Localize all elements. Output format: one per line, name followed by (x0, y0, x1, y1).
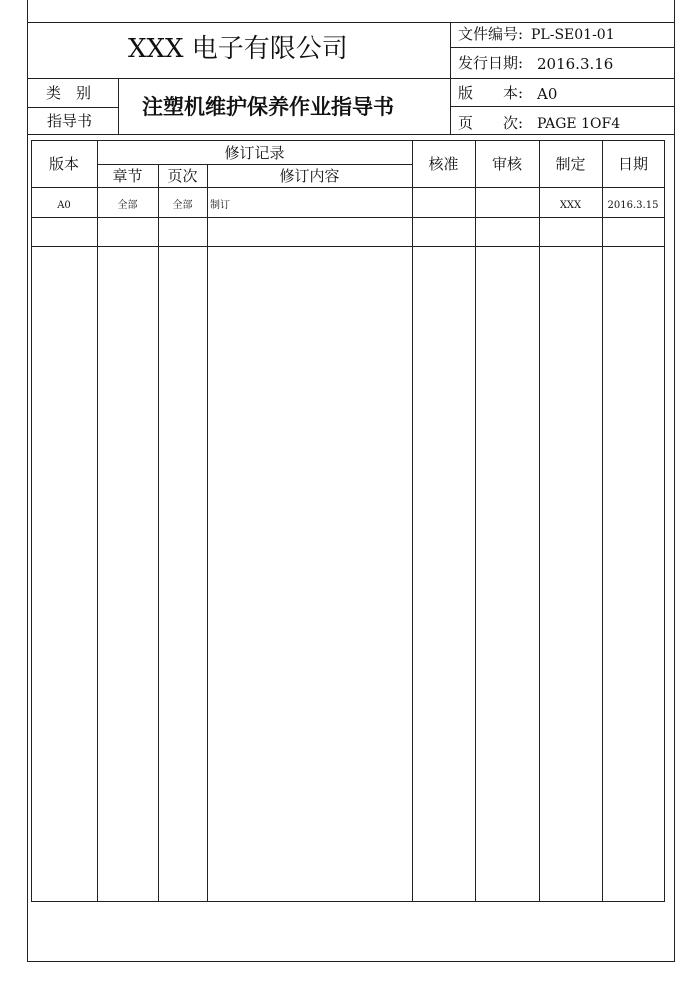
version-label: 版 本: (458, 84, 524, 102)
cell-version: A0 (57, 200, 71, 211)
col-divider-page (207, 164, 208, 902)
col-divider-chapter (158, 164, 159, 902)
company-name: XXX 电子有限公司 (128, 34, 348, 64)
header-line-mid-left (27, 107, 119, 108)
header-line-4 (451, 106, 675, 107)
header-revision-record: 修订记录 (224, 144, 285, 162)
header-approve: 核准 (428, 155, 459, 173)
cell-page: 全部 (172, 200, 193, 211)
issue-date-value: 2016.3.16 (537, 55, 614, 73)
cell-date: 2016.3.15 (607, 200, 659, 211)
header-bottom-line (27, 134, 675, 135)
col-divider-version (97, 140, 98, 902)
cell-chapter: 全部 (117, 200, 138, 211)
table-subheader-line (97, 164, 413, 165)
doc-number-value: PL-SE01-01 (531, 27, 615, 43)
page-label: 页 次: (458, 114, 524, 132)
document-title: 注塑机维护保养作业指导书 (142, 94, 394, 119)
frame-left-line (27, 0, 28, 962)
col-divider-prepare (602, 140, 603, 902)
page-value: PAGE 1OF4 (537, 116, 621, 132)
header-divider-left (118, 78, 119, 135)
header-chapter: 章节 (112, 167, 143, 185)
table-bottom-line (31, 901, 665, 902)
header-line-3 (27, 78, 675, 79)
header-date: 日期 (617, 155, 648, 173)
doc-number-label: 文件编号: (458, 25, 524, 43)
category-value: 指导书 (47, 112, 93, 130)
col-divider-content (412, 140, 413, 902)
frame-right-line (674, 0, 675, 962)
table-header-bottom-line (31, 187, 665, 188)
category-label: 类 别 (46, 84, 92, 102)
col-divider-review (539, 140, 540, 902)
header-version: 版本 (48, 155, 79, 173)
header-divider-right (450, 22, 451, 135)
frame-bottom-line (27, 961, 675, 962)
header-line-2 (451, 47, 675, 48)
table-row1-bottom-line (31, 217, 665, 218)
col-divider-approve (475, 140, 476, 902)
cell-prepare: XXX (559, 200, 582, 211)
cell-content: 制订 (210, 200, 230, 211)
header-top-line (27, 22, 675, 23)
header-review: 审核 (491, 155, 522, 173)
table-top-line (31, 140, 665, 141)
table-right-line (664, 140, 665, 902)
table-left-line (31, 140, 32, 902)
header-prepare: 制定 (555, 155, 586, 173)
version-value: A0 (537, 85, 558, 103)
header-page: 页次 (167, 167, 198, 185)
issue-date-label: 发行日期: (458, 54, 524, 72)
header-content: 修订内容 (279, 167, 340, 185)
table-row2-bottom-line (31, 246, 665, 247)
